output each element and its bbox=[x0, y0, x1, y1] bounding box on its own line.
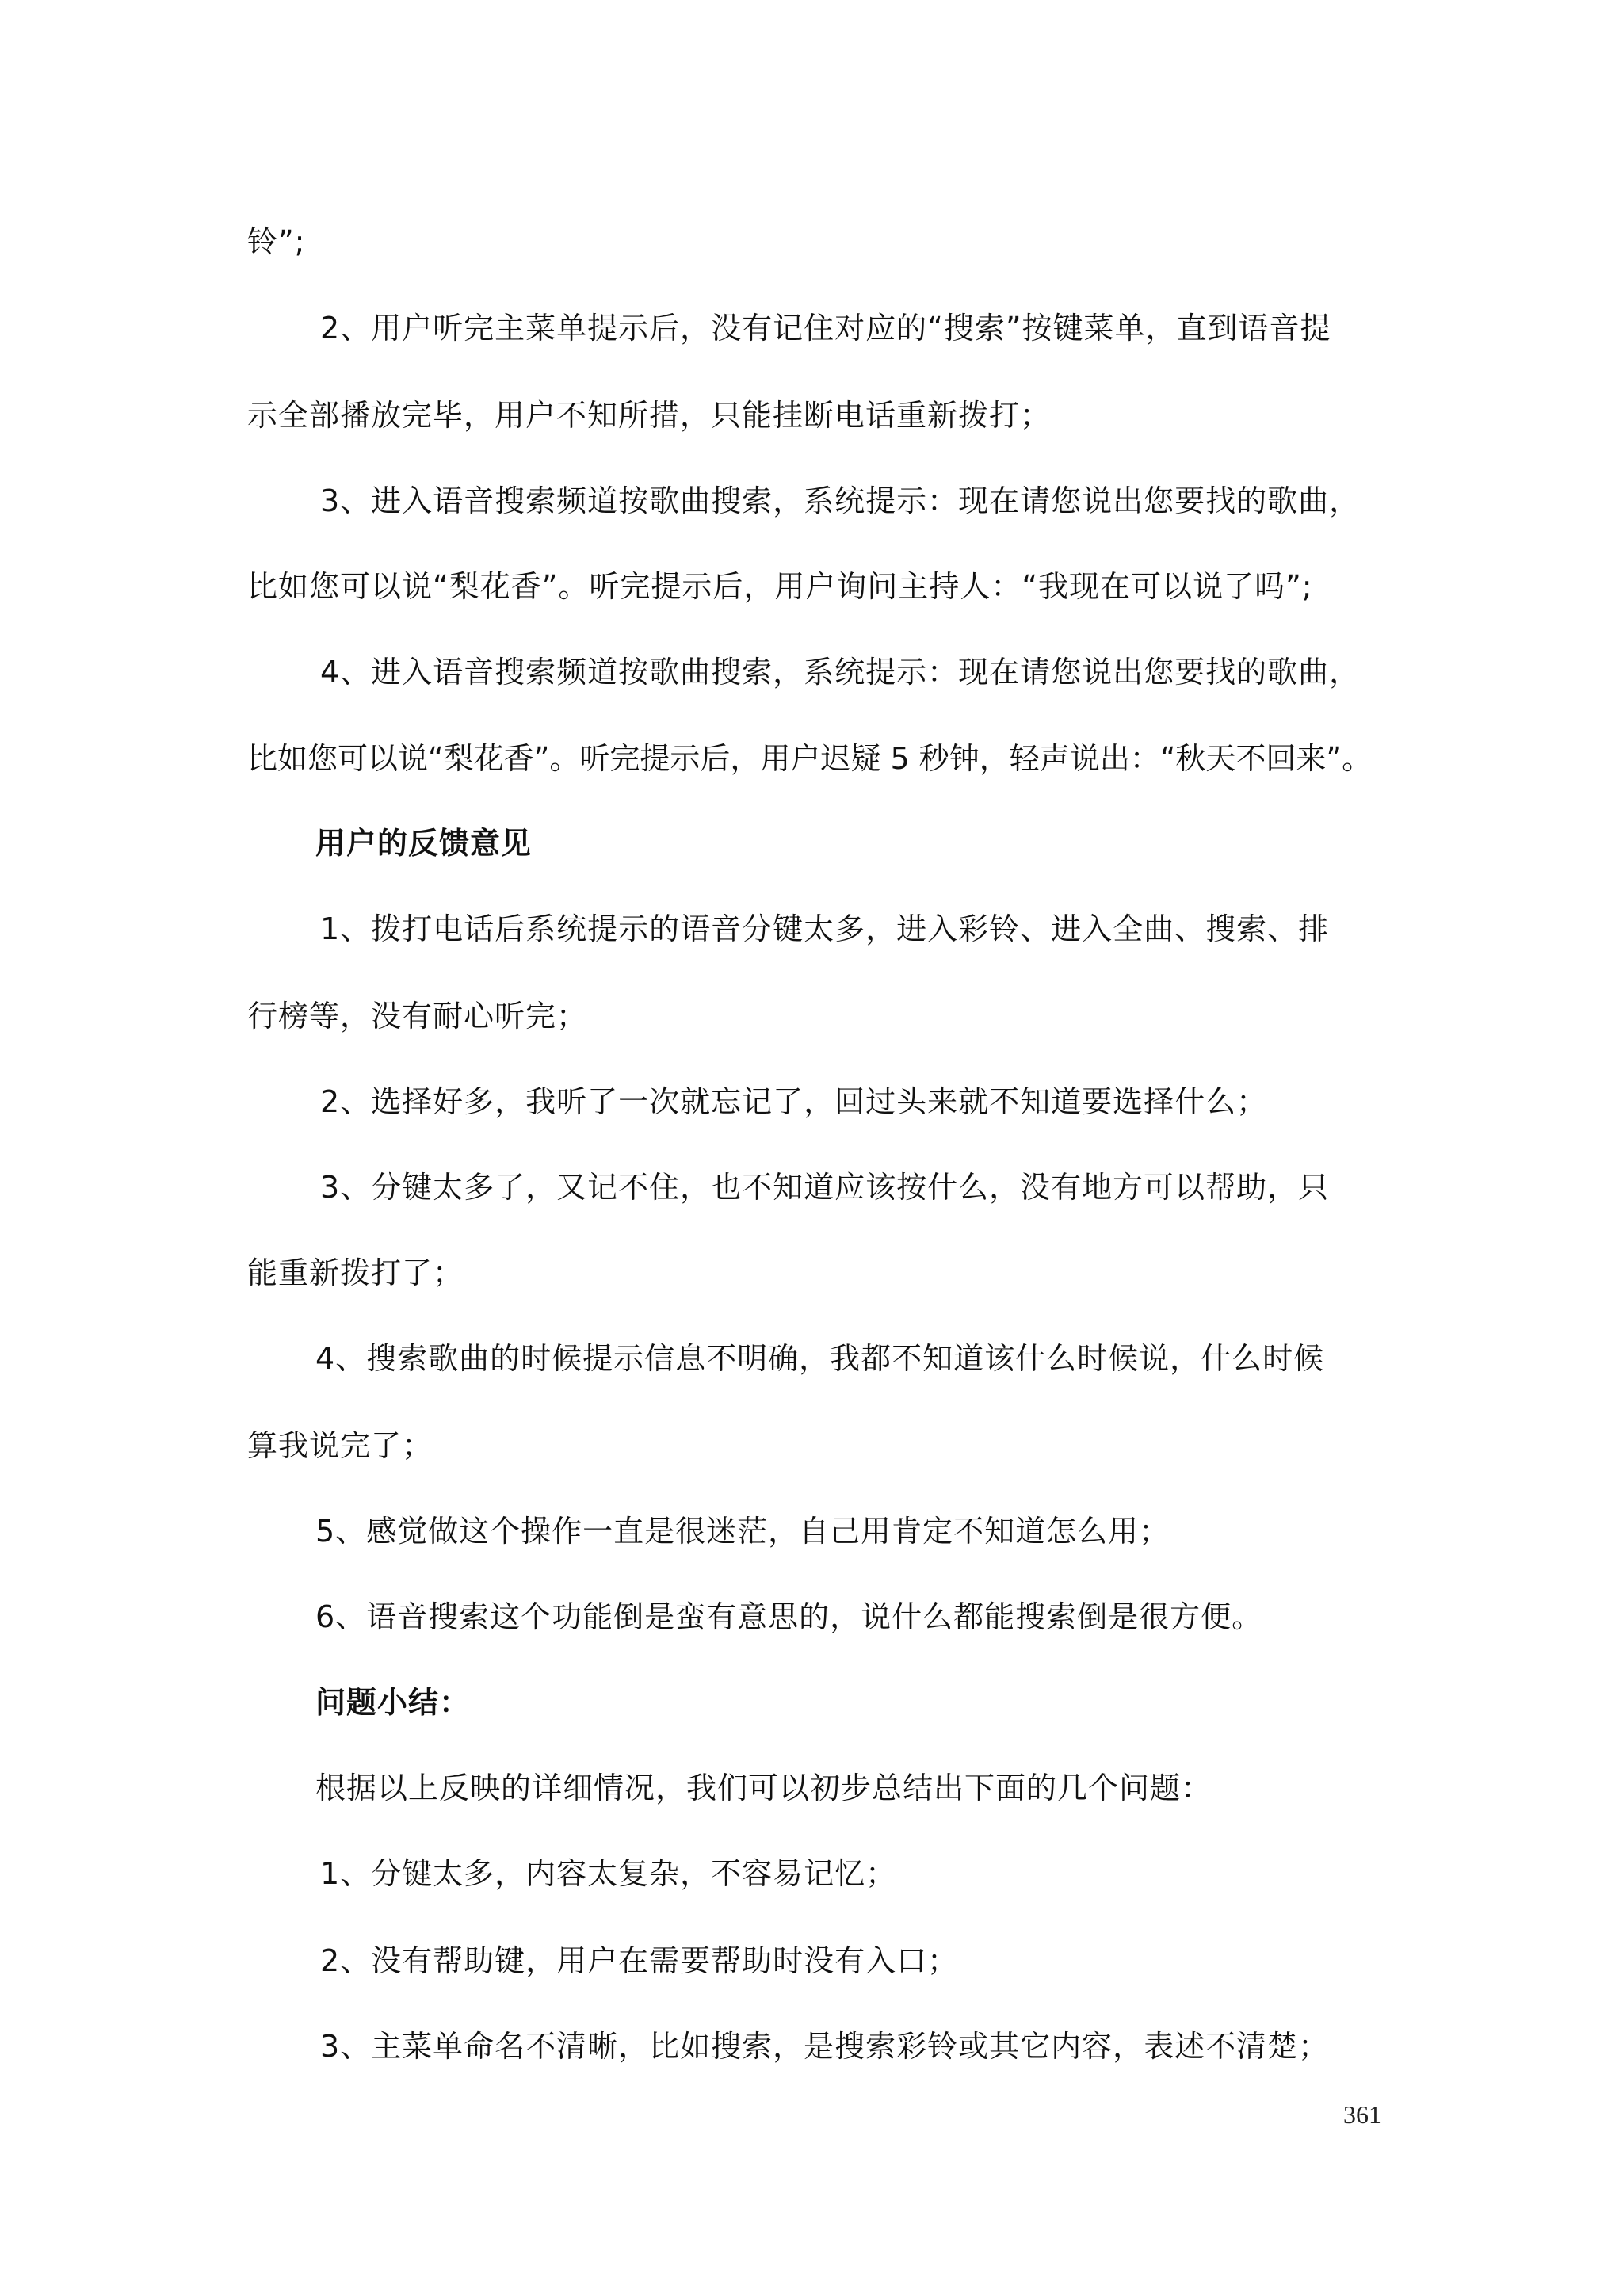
text-line: 比如您可以说“梨花香”。听完提示后，用户询问主持人：“我现在可以说了吗”; bbox=[247, 569, 1313, 604]
text-line: 4、搜索歌曲的时候提示信息不明确，我都不知道该什么时候说，什么时候 bbox=[315, 1341, 1325, 1376]
text-line: 2、没有帮助键，用户在需要帮助时没有入口； bbox=[320, 1943, 959, 1978]
text-line: 3、进入语音搜索频道按歌曲搜索，系统提示：现在请您说出您要找的歌曲， bbox=[320, 483, 1361, 518]
text-line: 示全部播放完毕，用户不知所措，只能挂断电话重新拨打； bbox=[247, 398, 1052, 433]
text-line: 2、选择好多，我听了一次就忘记了，回过头来就不知道要选择什么； bbox=[320, 1084, 1268, 1119]
text-line: 2、用户听完主菜单提示后，没有记住对应的“搜索”按键菜单，直到语音提 bbox=[320, 311, 1331, 346]
text-line: 能重新拨打了； bbox=[247, 1255, 464, 1290]
text-line: 根据以上反映的详细情况，我们可以初步总结出下面的几个问题： bbox=[315, 1771, 1212, 1805]
text-line: 1、拨打电话后系统提示的语音分键太多，进入彩铃、进入全曲、搜索、排 bbox=[320, 911, 1330, 946]
text-line: 铃”; bbox=[247, 224, 306, 259]
text-line: 5、感觉做这个操作一直是很迷茫，自己用肯定不知道怎么用； bbox=[315, 1514, 1170, 1549]
text-line: 1、分键太多，内容太复杂，不容易记忆； bbox=[320, 1856, 897, 1891]
text-line: 3、主菜单命名不清晰，比如搜索，是搜索彩铃或其它内容，表述不清楚； bbox=[320, 2029, 1330, 2064]
section-heading: 问题小结： bbox=[315, 1685, 471, 1720]
text-line: 4、进入语音搜索频道按歌曲搜索，系统提示：现在请您说出您要找的歌曲， bbox=[320, 655, 1361, 690]
text-line: 算我说完了； bbox=[247, 1428, 433, 1463]
text-line: 比如您可以说“梨花香”。听完提示后，用户迟疑 5 秒钟，轻声说出：“秋天不回来”。 bbox=[247, 741, 1373, 776]
text-line: 行榜等，没有耐心听完； bbox=[247, 999, 588, 1033]
section-heading: 用户的反馈意见 bbox=[315, 826, 533, 861]
text-line: 6、语音搜索这个功能倒是蛮有意思的，说什么都能搜索倒是很方便。 bbox=[315, 1599, 1263, 1634]
text-line: 3、分键太多了，又记不住，也不知道应该按什么，没有地方可以帮助，只 bbox=[320, 1170, 1330, 1205]
page-number: 361 bbox=[1343, 2100, 1381, 2129]
